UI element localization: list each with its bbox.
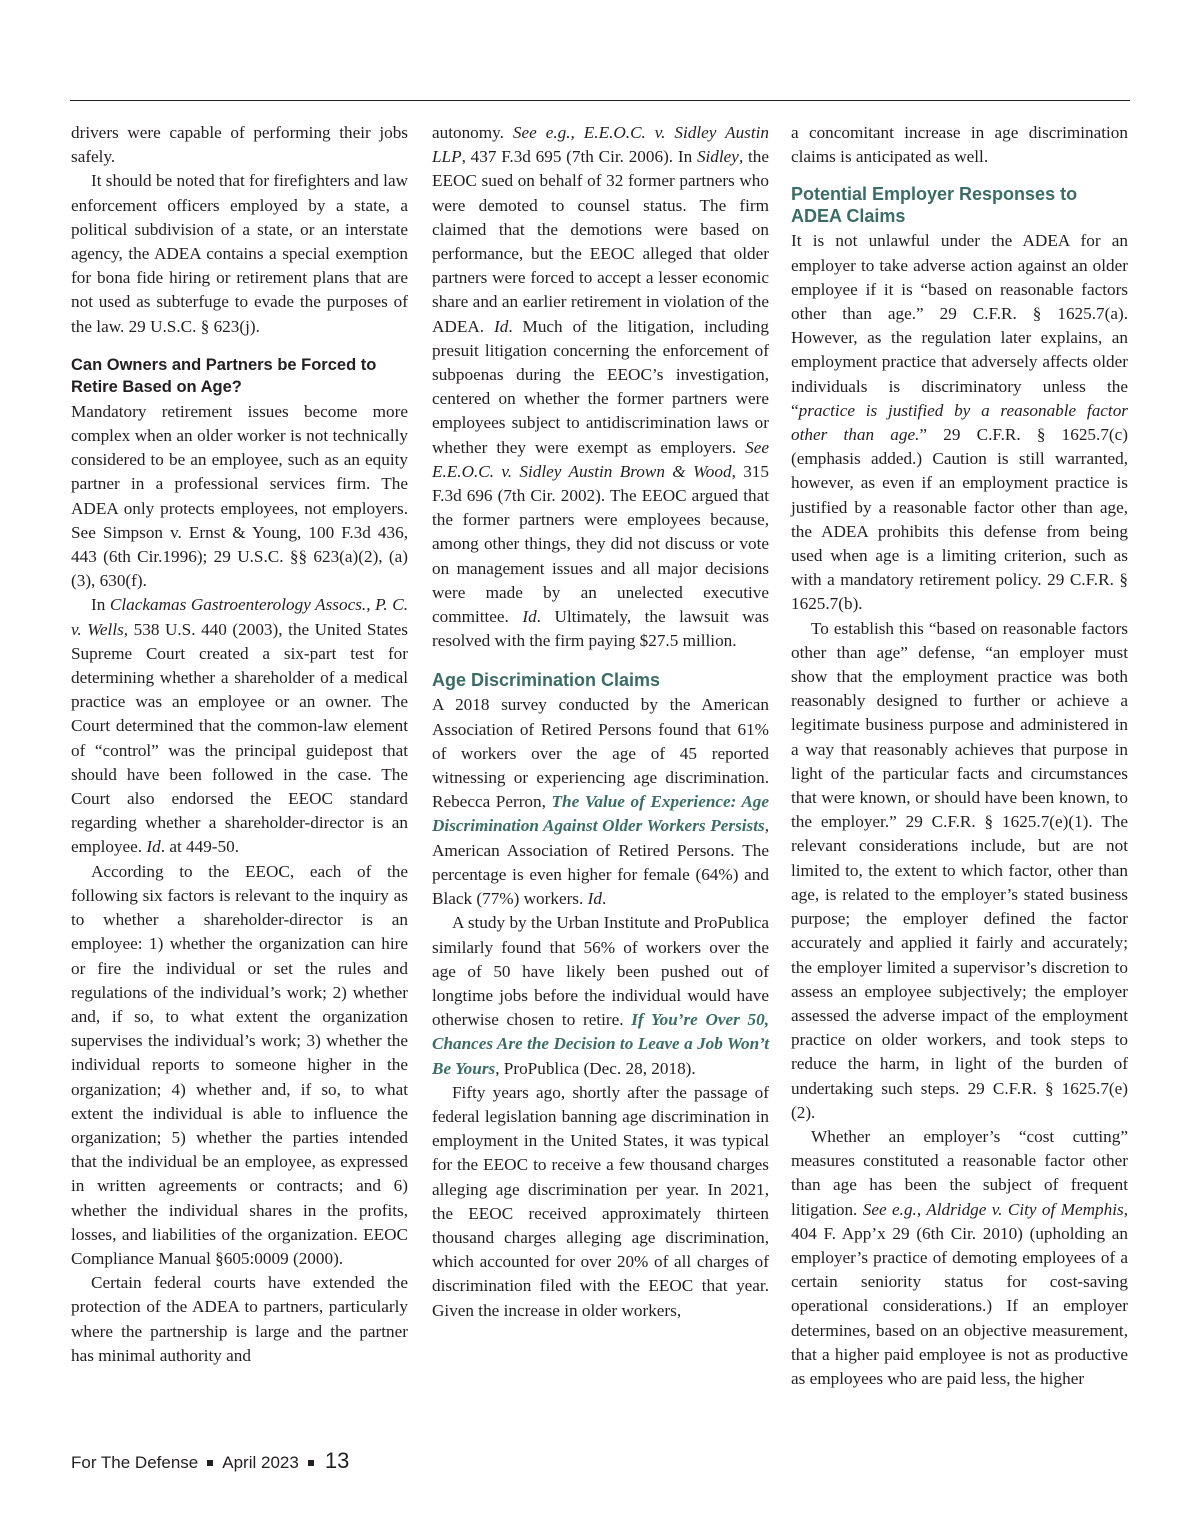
- top-rule: [70, 100, 1130, 101]
- column-1: [71, 121, 408, 1368]
- column-3: [791, 121, 1128, 1391]
- paragraph: autonomy. See e.g., E.E.O.C. v. Sidley Austin LLP, 437 F.3d 695 (7th Cir. 2006). In Sidley, the EEOC sued on behalf of 32 former partners who were demoted to counsel status. The firm claimed that the demotions were based on performance, but the EEOC alleged that older partners were forced to accept a lesser economic share and an earlier retirement in violation of the ADEA. Id. Much of the litigation, including presuit litigation concerning the enforcement of subpoenas during the EEOC’s investigation, centered on whether the former partners were employees subject to antidiscrimination laws or whether they were exempt as employers. See E.E.O.C. v. Sidley Austin Brown & Wood, 315 F.3d 696 (7th Cir. 2002). The EEOC argued that the former partners were employees because, among other things, they did not discuss or vote on management issues and all major decisions were made by an unelected executive committee. Id. Ultimately, the lawsuit was resolved with the firm paying $27.5 million.: [432, 123, 769, 651]
- article-link[interactable]: The Value of Experience: Age Discrimination Against Older Workers Persists: [432, 792, 770, 836]
- column-2: [432, 121, 769, 1323]
- article-link[interactable]: If You’re Over 50, Chances Are the Decision to Leave a Job Won’t Be Yours: [432, 1010, 770, 1078]
- paragraph: It is not unlawful under the ADEA for an employer to take adverse action against an older employee if it is “based on reasonable factors other than age.” 29 C.F.R. § 1625.7(a). However, as the regulation later explains, an employment practice that adversely affects older individuals is discriminatory unless the “practice is justified by a reasonable factor other than age.” 29 C.F.R. § 1625.7(c) (emphasis added.) Caution is still warranted, however, as even if an employment practice is justified by a reasonable factor other than age, the ADEA prohibits this defense from being used when age is a limiting criterion, such as with a mandatory retirement policy. 29 C.F.R. § 1625.7(b).: [791, 231, 1128, 614]
- paragraph: Fifty years ago, shortly after the passage of federal legislation banning age discrimination in employment in the United States, it was typical for the EEOC to receive a few thousand charges alleging age discrimination per year. In 2021, the EEOC received approximately thirteen thousand charges alleging age discrimination, which accounted for over 20% of all charges of discrimination filed with the EEOC that year. Given the increase in older workers,: [432, 1082, 769, 1320]
- paragraph: A study by the Urban Institute and ProPublica similarly found that 56% of workers over the age of 50 have likely been pushed out of longtime jobs before the individual would have otherwise chosen to retire. If You’re Over 50, Chances Are the Decision to Leave a Job Won’t Be Yours, ProPublica (Dec. 28, 2018).: [432, 913, 770, 1078]
- section-heading: Age Discrimination Claims: [432, 670, 661, 691]
- paragraph: drivers were capable of performing their jobs safely.: [71, 123, 408, 167]
- section-heading: Can Owners and Partners be Forced to Retire Based on Age?: [71, 355, 377, 396]
- paragraph: In Clackamas Gastroenterology Assocs., P. C. v. Wells, 538 U.S. 440 (2003), the United States Supreme Court created a six-part test for determining whether a shareholder of a medical practice was an employee or an owner. The Court determined that the common-law element of “control” was the principal guidepost that should have been followed in the case. The Court also endorsed the EEOC standard regarding whether a shareholder-director is an employee. Id. at 449-50.: [71, 595, 408, 857]
- paragraph: a concomitant increase in age discrimination claims is anticipated as well.: [791, 123, 1128, 167]
- paragraph: To establish this “based on reasonable factors other than age” defense, “an employer must show that the employment practice was both reasonably designed to further or achieve a legitimate business purpose and administered in a way that reasonably achieves that purpose in light of the particular facts and circumstances that were known, or should have been known, to the employer.” 29 C.F.R. § 1625.7(e)(1). The relevant considerations include, but are not limited to, the extent to which factor, other than age, is related to the employer’s stated business purpose; the employer defined the factor accurately and applied it fairly and accurately; the employer limited a supervisor’s discretion to assess an employee subjectively; the employer assessed the adverse impact of the employment practice on older workers, and took steps to reduce the harm, in light of the burden of undertaking such steps. 29 C.F.R. § 1625.7(e)(2).: [791, 618, 1128, 1122]
- bullet-separator: [308, 1460, 314, 1466]
- page-number: 13: [324, 1448, 350, 1473]
- publication-name: For The Defense: [71, 1453, 199, 1472]
- paragraph: It should be noted that for firefighters and law enforcement officers employed by a state, a political subdivision of a state, or an interstate agency, the ADEA contains a special exemption for bona fide hiring or retirement plans that are not used as subterfuge to evade the purposes of the law. 29 U.S.C. § 623(j).: [71, 171, 408, 336]
- paragraph: Whether an employer’s “cost cutting” measures constituted a reasonable factor other than age has been the subject of frequent litigation. See e.g., Aldridge v. City of Memphis, 404 F. App’x 29 (6th Cir. 2010) (upholding an employer’s practice of demoting employees of a certain seniority status for cost-saving operational considerations.) If an employer determines, based on an objective measurement, that a higher paid employee is not as productive as employees who are paid less, the higher: [791, 1126, 1129, 1388]
- paragraph: According to the EEOC, each of the following six factors is relevant to the inquiry as to whether a shareholder-director is an employee: 1) whether the organization can hire or fire the individual or set the rules and regulations of the individual’s work; 2) whether and, if so, to what extent the organization supervises the individual’s work; 3) whether the individual reports to someone higher in the organization; 4) whether and, if so, to what extent the individual is able to influence the organization; 5) whether the parties intended that the individual be an employee, as expressed in written agreements or contracts; and 6) whether the individual shares in the profits, losses, and liabilities of the organization. EEOC Compliance Manual §605:0009 (2000).: [71, 861, 408, 1268]
- bullet-separator: [207, 1460, 213, 1466]
- page-footer: [71, 1448, 349, 1474]
- section-heading: Potential Employer Responses to ADEA Claims: [791, 184, 1078, 227]
- paragraph: Mandatory retirement issues become more complex when an older worker is not technically considered to be an employee, such as an equity partner in a professional services firm. The ADEA only protects employees, not employers. See Simpson v. Ernst & Young, 100 F.3d 436, 443 (6th Cir.1996); 29 U.S.C. §§ 623(a)(2), (a)(3), 630(f).: [71, 401, 408, 591]
- paragraph: A 2018 survey conducted by the American Association of Retired Persons found that 61% of workers over the age of 45 reported witnessing or experiencing age discrimination. Rebecca Perron, The Value of Experience: Age Discrimination Against Older Workers Persists, American Association of Retired Persons. The percentage is even higher for female (64%) and Black (77%) workers. Id.: [432, 695, 770, 909]
- paragraph: Certain federal courts have extended the protection of the ADEA to partners, particularly where the partnership is large and the partner has minimal authority and: [71, 1273, 408, 1365]
- issue-date: April 2023: [222, 1453, 299, 1472]
